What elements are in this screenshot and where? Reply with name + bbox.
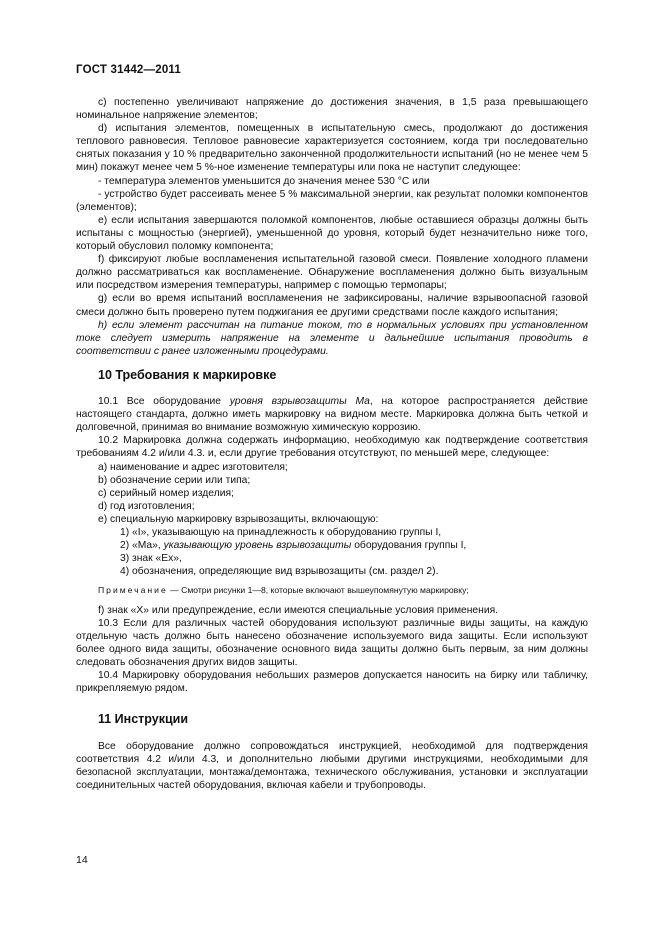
paragraph-11: Все оборудование должно сопровождаться инструкцией, необходимой для подтверждения соответствия 4.2 и/или 4.3, и дополнительно любыми другими инструкциями, необходимыми для безопасной эксплуатации, монтажа/демонтажа, технического обслуживания, установки и эксплуатации соединительных частей оборудования, включая кабели и трубопроводы.	[76, 741, 588, 792]
document-header: ГОСТ 31442—2011	[76, 64, 181, 76]
list-item-e: e) специальную маркировку взрывозащиты, включающую:	[98, 513, 379, 525]
item-c: c) постепенно увеличивают напряжение до достижения значения, в 1,5 раза превышающего номинальное напряжение элементов;	[76, 97, 588, 122]
item-f: f) фиксируют любые воспламенения испытательной газовой смеси. Появление холодного пламени должно рассматриваться как воспламенение. Обнаружение воспламенения должно быть визуальным или посредством измерения температуры, например с помощью термопары;	[76, 254, 588, 292]
section-11-title: 11 Инструкции	[98, 712, 189, 726]
list-item-c: c) серийный номер изделия;	[98, 487, 234, 499]
sub-item-4: 4) обозначения, определяющие вид взрывозащиты (см. раздел 2).	[120, 566, 439, 578]
paragraph-10-1: 10.1 Все оборудование уровня взрывозащиты Ма, на которое распространяется действие настоящего стандарта, должно иметь маркировку на видном месте. Маркировка должна быть четкой и долговечной, принимая во внимание возможную химическую коррозию.	[76, 396, 588, 434]
sub-item-1: 1) «I», указывающую на принадлежность к оборудованию группы I,	[120, 527, 442, 539]
item-e: e) если испытания завершаются поломкой компонентов, любые оставшиеся образцы должны быть испытаны с мощностью (энергией), уменьшенной до уровня, который будет незначительно ниже того, который обусловил поломку компонента;	[76, 214, 588, 253]
page-number: 14	[76, 854, 88, 866]
sub-item-2: 2) «Ма», указывающую уровень взрывозащиты оборудования группы I,	[120, 540, 467, 552]
item-h: h) если элемент рассчитан на питание током, то в нормальных условиях при установленном токе следует измерить напряжение на элементе и дальнейшие испытания проводить в соответствии с ранее изложенными процедурами.	[76, 319, 588, 357]
note: Примечание — Смотри рисунки 1—8, которые включают вышеупомянутую маркировку;	[98, 585, 469, 596]
paragraph-10-4: 10.4 Маркировку оборудования небольших размеров допускается наносить на бирку или табличку, прикрепляемую рядом.	[76, 669, 588, 695]
test-procedure-block	[76, 96, 588, 358]
section-10-title: 10 Требования к маркировке	[98, 368, 277, 382]
item-g: g) если во время испытаний воспламенения не зафиксированы, наличие взрывоопасной газовой смеси должно быть проверено путем поджигания ее другими средствами после каждого испытания;	[76, 293, 588, 318]
section-11	[76, 713, 588, 792]
list-item-d: d) год изготовления;	[98, 500, 195, 512]
item-d: d) испытания элементов, помещенных в испытательную смесь, продолжают до достижения теплового равновесия. Тепловое равновесие характеризуется состоянием, когда три последовательно снятых показания у 10 % предварительно законченной продолжительности испытаний (но не менее чем 5 мин) покажут менее чем 5 %-ное изменение температуры или пока не наступит следующее:	[76, 123, 588, 174]
list-item-a: a) наименование и адрес изготовителя;	[98, 461, 288, 473]
dash-item-energy: - устройство будет рассеивать менее 5 % максимальной энергии, как результат поломки компонентов (элементов);	[76, 188, 588, 213]
dash-item-temperature: - температура элементов уменьшится до значения менее 530 °С или	[98, 175, 430, 187]
paragraph-10-2: 10.2 Маркировка должна содержать информацию, необходимую как подтверждение соответствия требованиям 4.2 и/или 4.3. и, если другие требования отсутствуют, по меньшей мере, следующее:	[76, 435, 588, 460]
sub-item-3: 3) знак «Ех»,	[120, 553, 182, 565]
section-10	[76, 369, 588, 695]
list-item-f: f) знак «X» или предупреждение, если имеются специальные условия применения.	[98, 604, 499, 616]
list-item-b: b) обозначение серии или типа;	[98, 474, 251, 486]
paragraph-10-3: 10.3 Если для различных частей оборудования используют различные виды защиты, на каждую отдельную часть должно быть нанесено обозначение используемого вида защиты. Если используют более одного вида защиты, обозначение основного вида защиты должно быть первым, за ним должны следовать обозначения других видов защиты.	[76, 617, 588, 668]
